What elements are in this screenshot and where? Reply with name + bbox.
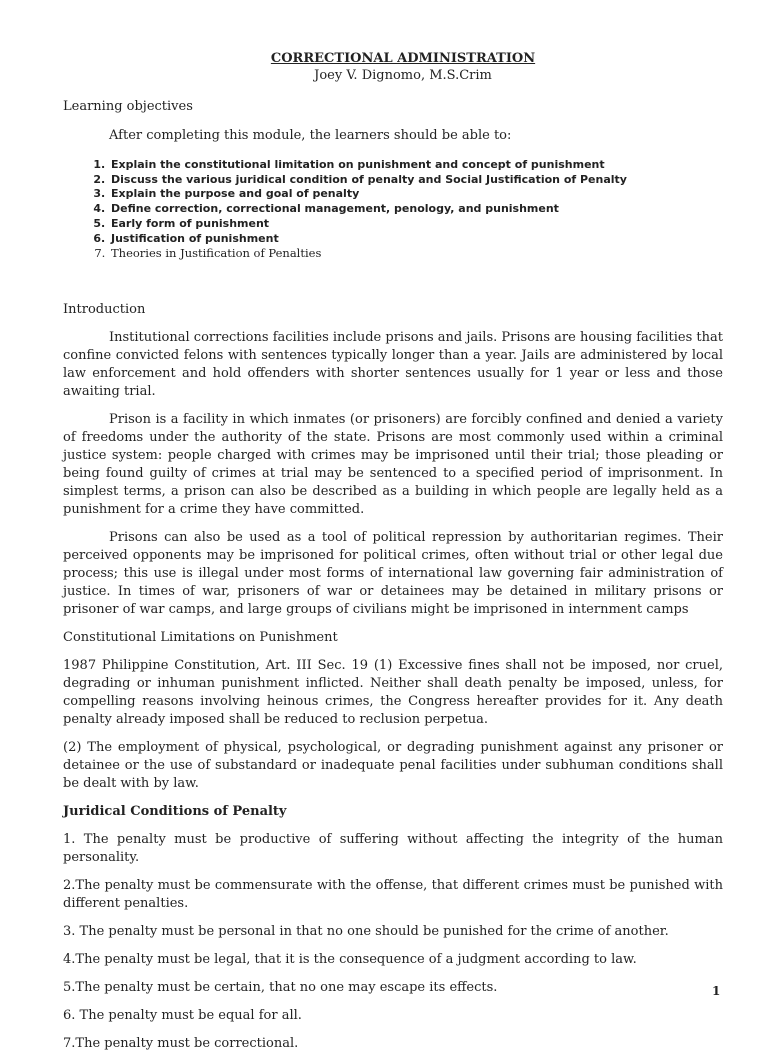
condition-item: 7.The penalty must be correctional. (63, 1035, 299, 1051)
document-page (63, 50, 723, 1053)
learning-objectives-heading: Learning objectives (63, 99, 193, 114)
intro-paragraph-1: Institutional corrections facilities include prisons and jails. Prisons are housing facilities that confine convicted felons with sentences typically longer than a year. Jails are administered by local law enforcement and hold offenders with shorter sentences usually for 1 year or less and those awaiting trial. (63, 329, 723, 399)
document-title: CORRECTIONAL ADMINISTRATION (270, 51, 536, 66)
introduction-heading: Introduction (63, 301, 146, 317)
intro-paragraph-2: Prison is a facility in which inmates (or prisoners) are forcibly confined and denied a variety of freedoms under the authority of the state. Prisons are most commonly used within a criminal justice system: people charged with crimes may be imprisoned until their trial; those pleading or being found guilty of crimes at trial may be sentenced to a specified period of imprisonment. In simplest terms, a prison can also be described as a building in which people are legally held as a punishment for a crime they have committed. (63, 411, 723, 517)
condition-item: 5.The penalty must be certain, that no one may escape its effects. (63, 979, 498, 995)
constitutional-heading: Constitutional Limitations on Punishment (63, 629, 338, 645)
list-item: 3. Explain the purpose and goal of penalty (109, 187, 723, 202)
condition-item: 3. The penalty must be personal in that no one should be punished for the crime of another. (63, 923, 669, 939)
constitution-paragraph-2: (2) The employment of physical, psychological, or degrading punishment against any prisoner or detainee or the use of substandard or inadequate penal facilities under subhuman conditions shall be dealt with by law. (63, 739, 723, 791)
page-number: 1 (712, 984, 721, 998)
condition-item: 4.The penalty must be legal, that it is the consequence of a judgment according to law. (63, 951, 637, 967)
condition-item: 1. The penalty must be productive of suffering without affecting the integrity of the human personality. (63, 831, 723, 865)
intro-paragraph-3: Prisons can also be used as a tool of political repression by authoritarian regimes. Their perceived opponents may be imprisoned for political crimes, often without trial or other legal due process; this use is illegal under most forms of international law governing fair administration of justice. In times of war, prisoners of war or detainees may be detained in military prisons or prisoner of war camps, and large groups of civilians might be imprisoned in internment camps (63, 529, 723, 617)
condition-item: 6. The penalty must be equal for all. (63, 1007, 302, 1023)
juridical-heading: Juridical Conditions of Penalty (63, 803, 287, 819)
objectives-list (63, 158, 723, 261)
list-item: 6. Justification of punishment (109, 232, 723, 247)
objectives-lead: After completing this module, the learners should be able to: (109, 128, 512, 143)
list-item: 2. Discuss the various juridical condition of penalty and Social Justification of Penalty (109, 173, 723, 188)
constitution-paragraph-1: 1987 Philippine Constitution, Art. III Sec. 19 (1) Excessive fines shall not be imposed, nor cruel, degrading or inhuman punishment inflicted. Neither shall death penalty be imposed, unless, for compelling reasons involving heinous crimes, the Congress hereafter provides for it. Any death penalty already imposed shall be reduced to reclusion perpetua. (63, 657, 723, 727)
author-line: Joey V. Dignomo, M.S.Crim (314, 68, 492, 83)
list-item: 7. Theories in Justification of Penalties (109, 246, 723, 261)
list-item: 1. Explain the constitutional limitation on punishment and concept of punishment (109, 158, 723, 173)
list-item: 5. Early form of punishment (109, 217, 723, 232)
list-item: 4. Define correction, correctional management, penology, and punishment (109, 202, 723, 217)
condition-item: 2.The penalty must be commensurate with the offense, that different crimes must be punished with different penalties. (63, 877, 723, 911)
